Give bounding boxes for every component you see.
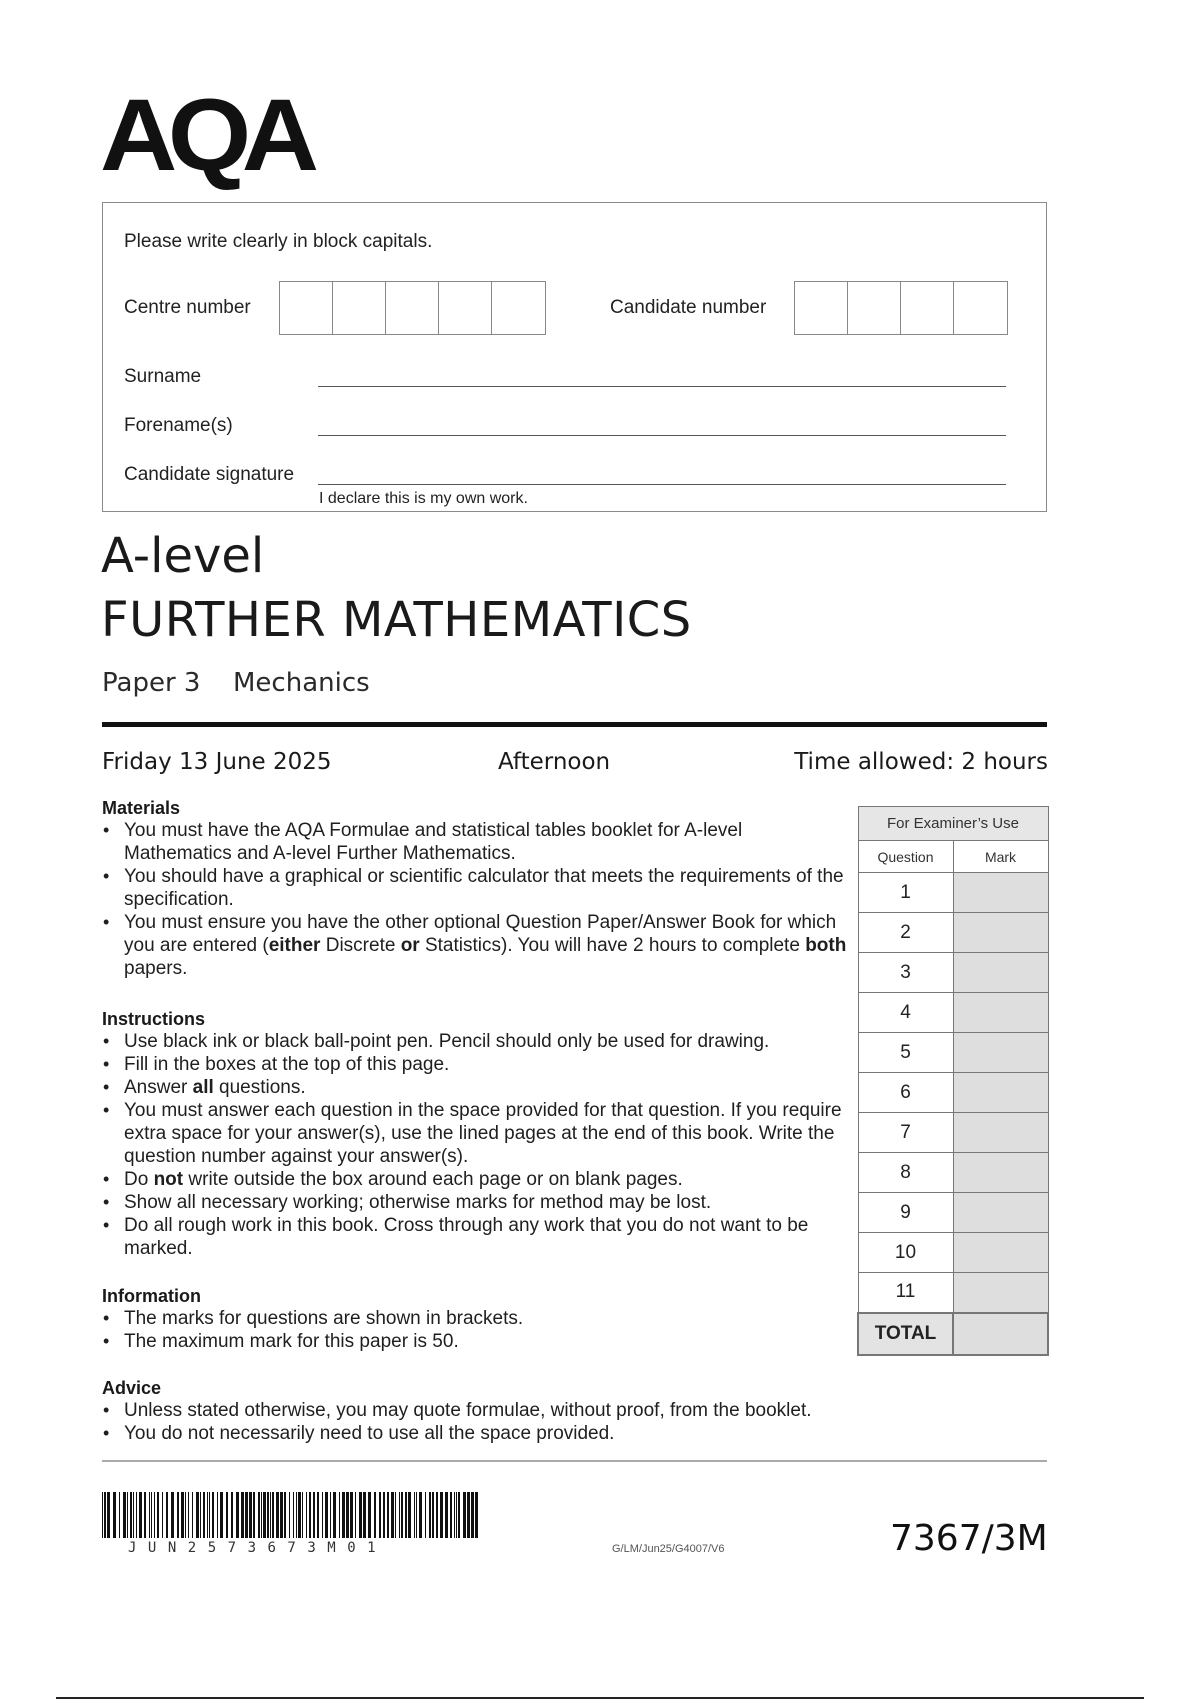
candidate-number-cell[interactable]: [954, 282, 1007, 334]
item-text: The marks for questions are shown in brackets.: [124, 1308, 524, 1329]
list-item: [102, 1422, 1002, 1445]
examiner-row: [858, 953, 1048, 993]
examiner-row: [858, 1233, 1048, 1273]
examiner-row: [858, 1273, 1048, 1313]
emphasis-text: either: [268, 935, 321, 956]
item-text: Do: [124, 1169, 154, 1190]
list-item: [102, 1030, 847, 1053]
centre-number-cell[interactable]: [439, 282, 492, 334]
question-number: 5: [858, 1033, 953, 1073]
surname-label: Surname: [124, 366, 202, 387]
paper-number: Paper 3: [102, 668, 201, 698]
item-text: Do all rough work in this book. Cross through any work that you do not want to be marked.: [124, 1215, 809, 1259]
examiner-row: [858, 1073, 1048, 1113]
time-allowed: Time allowed: 2 hours: [794, 749, 1048, 775]
candidate-number-grid: [794, 281, 1008, 335]
advice-heading: Advice: [102, 1378, 162, 1398]
instructions-heading: Instructions: [102, 1009, 206, 1029]
examiner-use-table: [857, 806, 1049, 1356]
list-item: [102, 1399, 1002, 1422]
item-text: Show all necessary working; otherwise marks for method may be lost.: [124, 1192, 712, 1213]
examiner-row: [858, 873, 1048, 913]
forename-field[interactable]: [318, 435, 1006, 436]
advice-list: [102, 1399, 1002, 1445]
list-item: [102, 1191, 847, 1214]
surname-field[interactable]: [318, 386, 1006, 387]
list-item: [102, 1076, 847, 1099]
list-item: [102, 1307, 847, 1330]
item-text: You must have the AQA Formulae and statistical tables booklet for A-level Mathematics and A-level Further Mathematics.: [124, 820, 743, 864]
question-number: 4: [858, 993, 953, 1033]
question-number: 7: [858, 1113, 953, 1153]
signature-field[interactable]: [318, 484, 1006, 485]
candidate-details-box: [102, 202, 1047, 512]
list-item: [102, 1214, 847, 1260]
examiner-row: [858, 1193, 1048, 1233]
question-number: 2: [858, 913, 953, 953]
mark-cell[interactable]: [953, 1273, 1048, 1313]
item-text: Use black ink or black ball-point pen. Pencil should only be used for drawing.: [124, 1031, 770, 1052]
question-number: 3: [858, 953, 953, 993]
materials-heading: Materials: [102, 798, 181, 818]
list-item: [102, 1099, 847, 1168]
item-text: Fill in the boxes at the top of this page.: [124, 1054, 450, 1075]
list-item: [102, 1053, 847, 1076]
centre-number-cell[interactable]: [386, 282, 439, 334]
centre-number-grid: [279, 281, 546, 335]
examiner-table-title: For Examiner’s Use: [858, 807, 1048, 841]
mark-cell[interactable]: [953, 1033, 1048, 1073]
mark-cell[interactable]: [953, 1153, 1048, 1193]
question-number: 6: [858, 1073, 953, 1113]
mark-cell[interactable]: [953, 1193, 1048, 1233]
examiner-row: [858, 1033, 1048, 1073]
candidate-number-cell[interactable]: [795, 282, 848, 334]
examiner-row: [858, 993, 1048, 1033]
examiner-row: [858, 913, 1048, 953]
emphasis-text: or: [400, 935, 420, 956]
item-text: You should have a graphical or scientific calculator that meets the requirements of the specification.: [124, 866, 844, 910]
page-bottom-rule: [56, 1697, 1144, 1699]
question-column-header: Question: [858, 841, 953, 873]
barcode: [102, 1492, 482, 1544]
instructions-list: [102, 1030, 847, 1260]
question-number: 8: [858, 1153, 953, 1193]
item-text: The maximum mark for this paper is 50.: [124, 1331, 459, 1352]
centre-number-cell[interactable]: [492, 282, 545, 334]
examiner-row: [858, 1113, 1048, 1153]
mark-cell[interactable]: [953, 953, 1048, 993]
total-row: [858, 1313, 1048, 1355]
item-text: Unless stated otherwise, you may quote formulae, without proof, from the booklet.: [124, 1400, 812, 1421]
barcode-text: JUN2573673M01: [128, 1540, 388, 1556]
information-heading: Information: [102, 1286, 201, 1306]
forename-label: Forename(s): [124, 415, 233, 436]
subject-title: FURTHER MATHEMATICS: [101, 592, 692, 648]
total-label: TOTAL: [858, 1313, 953, 1355]
mark-cell[interactable]: [953, 873, 1048, 913]
emphasis-text: both: [805, 935, 847, 956]
instructions-section: [102, 1009, 847, 1260]
mark-cell[interactable]: [953, 993, 1048, 1033]
list-item: [102, 819, 847, 865]
question-number: 11: [858, 1273, 953, 1313]
block-capitals-instruction: Please write clearly in block capitals.: [124, 231, 433, 252]
aqa-logo: AQA: [100, 78, 310, 192]
candidate-number-label: Candidate number: [610, 297, 767, 318]
qualification-level: A-level: [101, 528, 265, 584]
signature-label: Candidate signature: [124, 464, 295, 485]
question-number: 1: [858, 873, 953, 913]
question-number: 10: [858, 1233, 953, 1273]
materials-list: [102, 819, 847, 980]
own-work-declaration: I declare this is my own work.: [319, 490, 528, 507]
item-text: write outside the box around each page or on blank pages.: [183, 1169, 683, 1190]
item-text: Statistics). You will have 2 hours to complete: [419, 935, 806, 956]
total-mark-cell[interactable]: [953, 1313, 1048, 1355]
centre-number-cell[interactable]: [280, 282, 333, 334]
mark-column-header: Mark: [953, 841, 1048, 873]
information-list: [102, 1307, 847, 1353]
exam-date: Friday 13 June 2025: [102, 749, 332, 775]
header-divider: [102, 722, 1047, 727]
candidate-number-cell[interactable]: [901, 282, 954, 334]
centre-number-label: Centre number: [124, 297, 251, 318]
item-text: questions.: [213, 1077, 306, 1098]
list-item: [102, 1168, 847, 1191]
paper-reference: G/LM/Jun25/G4007/V6: [612, 1543, 725, 1555]
mark-cell[interactable]: [953, 1073, 1048, 1113]
mark-cell[interactable]: [953, 913, 1048, 953]
item-text: You must ensure you have the other optional Question Paper/Answer Book for which you are entered (: [124, 912, 837, 956]
list-item: [102, 911, 847, 980]
information-section: [102, 1286, 847, 1353]
materials-section: [102, 798, 847, 980]
list-item: [102, 1330, 847, 1353]
mark-cell[interactable]: [953, 1113, 1048, 1153]
advice-divider: [102, 1460, 1047, 1462]
emphasis-text: all: [192, 1077, 214, 1098]
centre-number-cell[interactable]: [333, 282, 386, 334]
item-text: Answer: [124, 1077, 193, 1098]
examiner-row: [858, 1153, 1048, 1193]
paper-code: 7367/3M: [890, 1518, 1048, 1559]
item-text: You do not necessarily need to use all the space provided.: [124, 1423, 615, 1444]
list-item: [102, 865, 847, 911]
question-number: 9: [858, 1193, 953, 1233]
item-text: You must answer each question in the space provided for that question. If you require extra space for your answer(s), use the lined pages at the end of this book. Write the question number against your answer(s).: [124, 1100, 842, 1167]
exam-session: Afternoon: [498, 749, 611, 775]
mark-cell[interactable]: [953, 1233, 1048, 1273]
item-text: Discrete: [320, 935, 401, 956]
candidate-number-cell[interactable]: [848, 282, 901, 334]
advice-section: [102, 1378, 1002, 1445]
emphasis-text: not: [153, 1169, 184, 1190]
item-text: papers.: [124, 958, 188, 979]
paper-component: Mechanics: [233, 668, 370, 698]
